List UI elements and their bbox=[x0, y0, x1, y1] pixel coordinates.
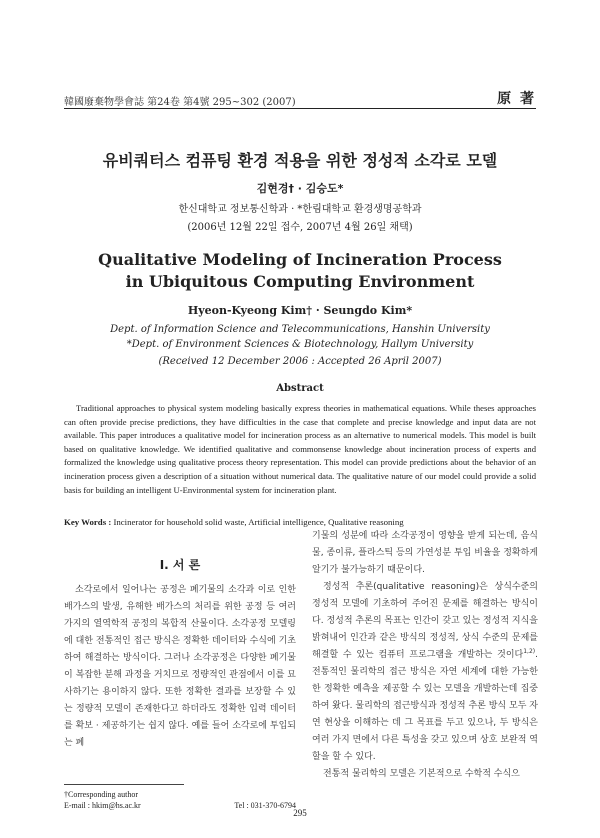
left-column-body bbox=[64, 582, 296, 752]
english-affiliation-1: Dept. of Information Science and Telecommunications, Hanshin University bbox=[110, 324, 490, 335]
abstract-text: Traditional approaches to physical system modeling basically express theories in mathematical equations. While theses approaches can often provide precise predictions, they have difficulties in the case that complete and precise knowledge and input data are not available. This paper introduces a qualitative model for incineration process as an alternative to numerical models. This model is built based on qualitative knowledge. We identified qualitative and commonsense knowledge about incineration process of experts and formalized the knowledge using qualitative process theory representation. This model can provide predictions about the behavior of an incineration process given a description of a situation without numerical data. The qualitative nature of our model could provide a solid basis for building an intelligent U-Environmental system for incineration plant. bbox=[64, 403, 536, 495]
corresponding-label: †Corresponding author bbox=[64, 790, 138, 799]
running-header bbox=[64, 88, 536, 110]
section-heading-introduction: I. 서 론 bbox=[159, 558, 201, 572]
korean-authors: 김현경† · 김승도* bbox=[256, 182, 344, 195]
citation-superscript: 1,2) bbox=[523, 648, 536, 655]
body-paragraph: 전통적 물리학의 모델은 기본적으로 수학적 수식으 bbox=[323, 769, 520, 779]
korean-received-dates: (2006년 12월 22일 접수, 2007년 4월 26일 채택) bbox=[187, 222, 413, 233]
article-type-label: 原 著 bbox=[497, 91, 536, 107]
corresponding-author-footnote bbox=[64, 784, 296, 811]
journal-citation: 韓國廢棄物學會誌 第24卷 第4號 295~302 (2007) bbox=[64, 97, 296, 108]
body-paragraph: 소각로에서 일어나는 공정은 폐기물의 소각과 이로 인한 배가스의 발생, 유해한 배가스의 처리를 위한 공정 등 여러 가지의 열역학적 공정의 복합적 산물이다. 소각공정 모델링에 대한 전통적인 접근 방식은 정확한 데이터와 수식에 기초하여 해결하는 방식이다. 그러나 소각공정은 다양한 폐기물이 복잡한 분해 과정을 거치므로 정량적인 관점에서 이를 묘사하기는 용이하지 않다. 또한 정확한 결과를 보장할 수 있는 정량적 모델이 존재한다고 하더라도 정확한 입력 데이터를 확보 · 제공하기는 쉽지 않다. 예를 들어 소각로에 투입되는 폐 bbox=[64, 585, 296, 748]
korean-affiliation: 한신대학교 정보통신학과 · *한림대학교 환경생명공학과 bbox=[178, 204, 422, 215]
english-title-line-1: Qualitative Modeling of Incineration Process bbox=[98, 250, 502, 269]
body-paragraph: 기물의 성분에 따라 소각공정이 영향을 받게 되는데, 음식물, 종이류, 플라스틱 등의 가연성분 투입 비율을 정확하게 알기가 불가능하기 때문이다. bbox=[312, 531, 538, 575]
korean-title: 유비쿼터스 컴퓨팅 환경 적용을 위한 정성적 소각로 모델 bbox=[102, 151, 498, 170]
author-phone: Tel : 031-370-6794 bbox=[234, 801, 296, 810]
paragraph-text: . 전통적인 물리학의 접근 방식은 자연 세계에 대한 가능한 한 정확한 예측을 제공할 수 있는 모델을 개발하는데 집중하여 왔다. 물리학의 접근방식과 정성적 추론 방식 모두 자연 현상을 이해하는 데 그 목표를 두고 있으나, 두 방식은 여러 가지 면에서 다른 특성을 갖고 있으며 상호 보완적 역할을 할 수 있다. bbox=[312, 650, 538, 762]
body-paragraph bbox=[312, 579, 538, 766]
abstract-heading: Abstract bbox=[276, 383, 324, 394]
keywords-line bbox=[64, 517, 536, 527]
footnote-rule bbox=[64, 784, 184, 785]
keywords-label: Key Words : bbox=[64, 517, 112, 527]
author-email: E-mail : hkim@hs.ac.kr bbox=[64, 801, 141, 810]
page-number: 295 bbox=[293, 808, 307, 818]
english-authors: Hyeon-Kyeong Kim† · Seungdo Kim* bbox=[187, 304, 413, 317]
english-title-line-2: in Ubiquitous Computing Environment bbox=[125, 272, 475, 291]
paragraph-text: 정성적 추론(qualitative reasoning)은 상식수준의 정성적 모델에 기초하여 주어진 문제를 해결하는 방식이다. 정성적 추론의 목표는 인간이 갖고 있는 정성적 지식을 밝혀내어 인간과 같은 방식의 정성적, 상식 수준의 문제를 해결할 수 있는 컴퓨터 프로그램을 개발하는 것이다 bbox=[312, 582, 538, 660]
header-rule bbox=[64, 108, 536, 109]
english-affiliation-2: *Dept. of Environment Sciences & Biotechnology, Hallym University bbox=[126, 339, 474, 350]
right-column-body bbox=[312, 528, 538, 783]
english-received-dates: (Received 12 December 2006 : Accepted 26 April 2007) bbox=[158, 356, 442, 367]
keywords-text: Incinerator for household solid waste, Artificial intelligence, Qualitative reasoning bbox=[111, 517, 404, 527]
